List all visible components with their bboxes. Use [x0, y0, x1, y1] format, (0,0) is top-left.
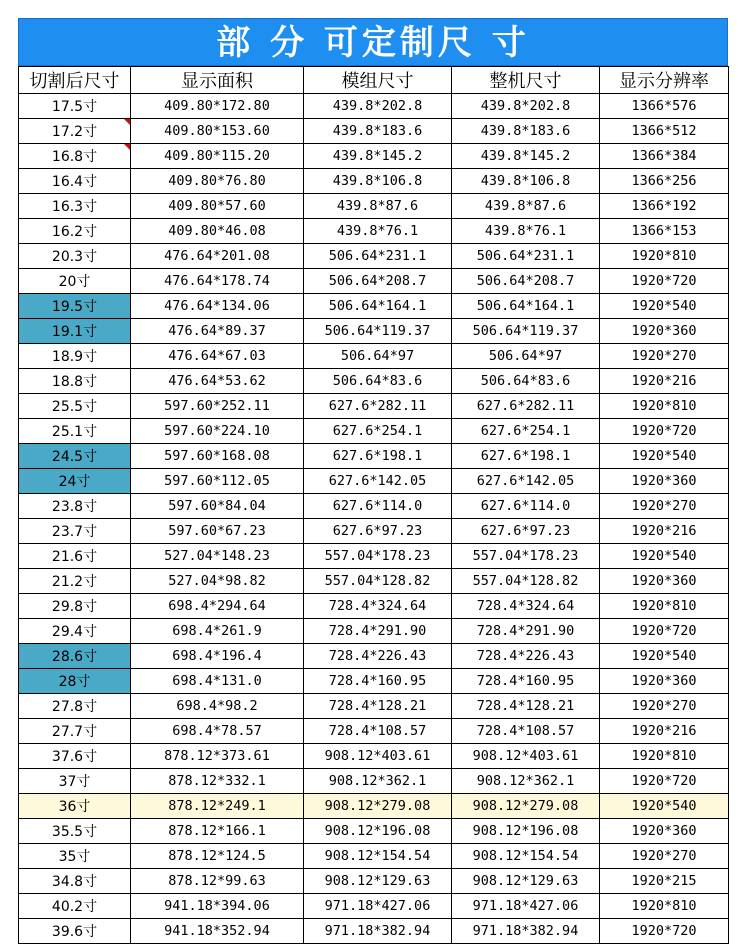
table-row: [19, 744, 729, 769]
table-row: [19, 319, 729, 344]
display-area-cell: 409.80*46.08: [131, 219, 304, 244]
resolution-cell: 1920*360: [600, 319, 729, 344]
display-area-cell: 597.60*252.11: [131, 394, 304, 419]
resolution-cell: 1366*576: [600, 94, 729, 119]
cut-size-cell: 27.7寸: [19, 719, 131, 744]
display-area-cell: 698.4*131.0: [131, 669, 304, 694]
cut-size-cell: 37.6寸: [19, 744, 131, 769]
resolution-cell: 1366*153: [600, 219, 729, 244]
resolution-cell: 1920*720: [600, 769, 729, 794]
table-row: [19, 769, 729, 794]
module-size-cell: 506.64*83.6: [304, 369, 452, 394]
header-cut-size: 切割后尺寸: [19, 67, 131, 94]
display-area-cell: 698.4*78.57: [131, 719, 304, 744]
resolution-cell: 1920*270: [600, 694, 729, 719]
table-row: [19, 244, 729, 269]
display-area-cell: 597.60*224.10: [131, 419, 304, 444]
size-table: [18, 66, 729, 944]
display-area-cell: 409.80*76.80: [131, 169, 304, 194]
module-size-cell: 627.6*254.1: [304, 419, 452, 444]
display-area-cell: 476.64*201.08: [131, 244, 304, 269]
table-row: [19, 194, 729, 219]
resolution-cell: 1920*720: [600, 269, 729, 294]
header-row: [19, 67, 729, 94]
display-area-cell: 476.64*89.37: [131, 319, 304, 344]
display-area-cell: 941.18*394.06: [131, 894, 304, 919]
unit-size-cell: 627.6*97.23: [452, 519, 600, 544]
module-size-cell: 728.4*108.57: [304, 719, 452, 744]
cut-size-cell: 35寸: [19, 844, 131, 869]
display-area-cell: 409.80*172.80: [131, 94, 304, 119]
resolution-cell: 1920*360: [600, 469, 729, 494]
cut-size-cell: 40.2寸: [19, 894, 131, 919]
table-row: [19, 169, 729, 194]
cut-size-cell: 16.3寸: [19, 194, 131, 219]
header-unit-size: 整机尺寸: [452, 67, 600, 94]
table-row: [19, 269, 729, 294]
unit-size-cell: 908.12*403.61: [452, 744, 600, 769]
resolution-cell: 1366*256: [600, 169, 729, 194]
display-area-cell: 698.4*294.64: [131, 594, 304, 619]
module-size-cell: 627.6*114.0: [304, 494, 452, 519]
display-area-cell: 878.12*99.63: [131, 869, 304, 894]
unit-size-cell: 627.6*254.1: [452, 419, 600, 444]
module-size-cell: 908.12*196.08: [304, 819, 452, 844]
unit-size-cell: 439.8*76.1: [452, 219, 600, 244]
comment-indicator-icon[interactable]: [124, 144, 130, 150]
table-row: [19, 719, 729, 744]
cut-size-cell: 39.6寸: [19, 919, 131, 944]
table-row: [19, 569, 729, 594]
table-row: [19, 94, 729, 119]
display-area-cell: 409.80*153.60: [131, 119, 304, 144]
module-size-cell: 506.64*164.1: [304, 294, 452, 319]
module-size-cell: 728.4*291.90: [304, 619, 452, 644]
cut-size-cell: 16.2寸: [19, 219, 131, 244]
display-area-cell: 476.64*178.74: [131, 269, 304, 294]
table-row: [19, 419, 729, 444]
module-size-cell: 728.4*324.64: [304, 594, 452, 619]
table-row: [19, 794, 729, 819]
header-resolution: 显示分辨率: [600, 67, 729, 94]
table-row: [19, 144, 729, 169]
resolution-cell: 1920*216: [600, 369, 729, 394]
display-area-cell: 597.60*112.05: [131, 469, 304, 494]
display-area-cell: 941.18*352.94: [131, 919, 304, 944]
table-row: [19, 619, 729, 644]
unit-size-cell: 728.4*128.21: [452, 694, 600, 719]
cut-size-cell: 27.8寸: [19, 694, 131, 719]
resolution-cell: 1920*216: [600, 719, 729, 744]
table-row: [19, 819, 729, 844]
cut-size-cell: 25.5寸: [19, 394, 131, 419]
resolution-cell: 1366*192: [600, 194, 729, 219]
module-size-cell: 971.18*427.06: [304, 894, 452, 919]
cut-size-cell: 23.7寸: [19, 519, 131, 544]
unit-size-cell: 439.8*183.6: [452, 119, 600, 144]
cut-size-cell: 24.5寸: [19, 444, 131, 469]
unit-size-cell: 728.4*108.57: [452, 719, 600, 744]
resolution-cell: 1920*360: [600, 569, 729, 594]
unit-size-cell: 439.8*87.6: [452, 194, 600, 219]
module-size-cell: 439.8*183.6: [304, 119, 452, 144]
cut-size-cell: 34.8寸: [19, 869, 131, 894]
cut-size-cell: 20寸: [19, 269, 131, 294]
cut-size-cell: 18.8寸: [19, 369, 131, 394]
display-area-cell: 409.80*115.20: [131, 144, 304, 169]
unit-size-cell: 908.12*196.08: [452, 819, 600, 844]
unit-size-cell: 506.64*208.7: [452, 269, 600, 294]
unit-size-cell: 908.12*154.54: [452, 844, 600, 869]
display-area-cell: 698.4*98.2: [131, 694, 304, 719]
module-size-cell: 728.4*128.21: [304, 694, 452, 719]
module-size-cell: 627.6*97.23: [304, 519, 452, 544]
display-area-cell: 476.64*53.62: [131, 369, 304, 394]
unit-size-cell: 908.12*362.1: [452, 769, 600, 794]
cut-size-cell: 37寸: [19, 769, 131, 794]
display-area-cell: 476.64*134.06: [131, 294, 304, 319]
table-row: [19, 219, 729, 244]
resolution-cell: 1366*512: [600, 119, 729, 144]
cut-size-cell: 17.5寸: [19, 94, 131, 119]
display-area-cell: 878.12*124.5: [131, 844, 304, 869]
cut-size-cell: 23.8寸: [19, 494, 131, 519]
unit-size-cell: 908.12*129.63: [452, 869, 600, 894]
module-size-cell: 506.64*97: [304, 344, 452, 369]
module-size-cell: 728.4*160.95: [304, 669, 452, 694]
table-row: [19, 669, 729, 694]
unit-size-cell: 627.6*142.05: [452, 469, 600, 494]
unit-size-cell: 728.4*324.64: [452, 594, 600, 619]
unit-size-cell: 971.18*427.06: [452, 894, 600, 919]
cut-size-cell: 24寸: [19, 469, 131, 494]
header-display-area: 显示面积: [131, 67, 304, 94]
table-row: [19, 894, 729, 919]
spec-sheet: [18, 18, 728, 944]
table-row: [19, 594, 729, 619]
module-size-cell: 506.64*119.37: [304, 319, 452, 344]
display-area-cell: 878.12*166.1: [131, 819, 304, 844]
resolution-cell: 1920*810: [600, 394, 729, 419]
unit-size-cell: 439.8*202.8: [452, 94, 600, 119]
display-area-cell: 527.04*148.23: [131, 544, 304, 569]
module-size-cell: 439.8*87.6: [304, 194, 452, 219]
cut-size-cell: 20.3寸: [19, 244, 131, 269]
resolution-cell: 1920*540: [600, 644, 729, 669]
unit-size-cell: 557.04*128.82: [452, 569, 600, 594]
unit-size-cell: 627.6*114.0: [452, 494, 600, 519]
cut-size-cell: 21.2寸: [19, 569, 131, 594]
unit-size-cell: 439.8*145.2: [452, 144, 600, 169]
table-row: [19, 844, 729, 869]
sheet-title: 部 分 可定制尺 寸: [18, 18, 728, 66]
module-size-cell: 728.4*226.43: [304, 644, 452, 669]
cut-size-cell: 17.2寸: [19, 119, 131, 144]
module-size-cell: 908.12*403.61: [304, 744, 452, 769]
module-size-cell: 908.12*362.1: [304, 769, 452, 794]
module-size-cell: 908.12*279.08: [304, 794, 452, 819]
resolution-cell: 1920*270: [600, 844, 729, 869]
resolution-cell: 1920*540: [600, 794, 729, 819]
resolution-cell: 1920*270: [600, 494, 729, 519]
display-area-cell: 597.60*67.23: [131, 519, 304, 544]
table-row: [19, 544, 729, 569]
resolution-cell: 1920*720: [600, 919, 729, 944]
module-size-cell: 908.12*129.63: [304, 869, 452, 894]
module-size-cell: 971.18*382.94: [304, 919, 452, 944]
cut-size-cell: 18.9寸: [19, 344, 131, 369]
unit-size-cell: 728.4*160.95: [452, 669, 600, 694]
cut-size-cell: 28寸: [19, 669, 131, 694]
table-row: [19, 644, 729, 669]
table-row: [19, 694, 729, 719]
module-size-cell: 557.04*128.82: [304, 569, 452, 594]
display-area-cell: 698.4*196.4: [131, 644, 304, 669]
module-size-cell: 506.64*231.1: [304, 244, 452, 269]
unit-size-cell: 627.6*282.11: [452, 394, 600, 419]
resolution-cell: 1920*540: [600, 544, 729, 569]
resolution-cell: 1366*384: [600, 144, 729, 169]
cut-size-cell: 36寸: [19, 794, 131, 819]
cut-size-cell: 16.4寸: [19, 169, 131, 194]
table-row: [19, 369, 729, 394]
unit-size-cell: 557.04*178.23: [452, 544, 600, 569]
table-body: [19, 94, 729, 944]
display-area-cell: 527.04*98.82: [131, 569, 304, 594]
resolution-cell: 1920*810: [600, 594, 729, 619]
module-size-cell: 439.8*106.8: [304, 169, 452, 194]
resolution-cell: 1920*810: [600, 744, 729, 769]
cut-size-cell: 21.6寸: [19, 544, 131, 569]
table-row: [19, 919, 729, 944]
module-size-cell: 439.8*202.8: [304, 94, 452, 119]
display-area-cell: 409.80*57.60: [131, 194, 304, 219]
table-row: [19, 119, 729, 144]
resolution-cell: 1920*360: [600, 669, 729, 694]
module-size-cell: 627.6*142.05: [304, 469, 452, 494]
cut-size-cell: 35.5寸: [19, 819, 131, 844]
header-module-size: 模组尺寸: [304, 67, 452, 94]
resolution-cell: 1920*540: [600, 294, 729, 319]
table-row: [19, 469, 729, 494]
comment-indicator-icon[interactable]: [124, 119, 130, 125]
table-row: [19, 869, 729, 894]
unit-size-cell: 908.12*279.08: [452, 794, 600, 819]
table-row: [19, 444, 729, 469]
module-size-cell: 439.8*145.2: [304, 144, 452, 169]
cut-size-cell: 25.1寸: [19, 419, 131, 444]
table-row: [19, 519, 729, 544]
unit-size-cell: 971.18*382.94: [452, 919, 600, 944]
display-area-cell: 878.12*373.61: [131, 744, 304, 769]
module-size-cell: 627.6*198.1: [304, 444, 452, 469]
cut-size-cell: 29.4寸: [19, 619, 131, 644]
display-area-cell: 698.4*261.9: [131, 619, 304, 644]
table-row: [19, 494, 729, 519]
unit-size-cell: 506.64*83.6: [452, 369, 600, 394]
cut-size-cell: 19.5寸: [19, 294, 131, 319]
unit-size-cell: 728.4*291.90: [452, 619, 600, 644]
resolution-cell: 1920*810: [600, 894, 729, 919]
table-row: [19, 344, 729, 369]
display-area-cell: 476.64*67.03: [131, 344, 304, 369]
unit-size-cell: 728.4*226.43: [452, 644, 600, 669]
unit-size-cell: 506.64*231.1: [452, 244, 600, 269]
unit-size-cell: 506.64*119.37: [452, 319, 600, 344]
table-row: [19, 294, 729, 319]
cut-size-cell: 29.8寸: [19, 594, 131, 619]
unit-size-cell: 627.6*198.1: [452, 444, 600, 469]
module-size-cell: 908.12*154.54: [304, 844, 452, 869]
resolution-cell: 1920*215: [600, 869, 729, 894]
module-size-cell: 439.8*76.1: [304, 219, 452, 244]
cut-size-cell: 28.6寸: [19, 644, 131, 669]
cut-size-cell: 19.1寸: [19, 319, 131, 344]
cut-size-cell: 16.8寸: [19, 144, 131, 169]
unit-size-cell: 506.64*164.1: [452, 294, 600, 319]
resolution-cell: 1920*720: [600, 419, 729, 444]
unit-size-cell: 439.8*106.8: [452, 169, 600, 194]
display-area-cell: 878.12*249.1: [131, 794, 304, 819]
module-size-cell: 506.64*208.7: [304, 269, 452, 294]
module-size-cell: 627.6*282.11: [304, 394, 452, 419]
resolution-cell: 1920*360: [600, 819, 729, 844]
display-area-cell: 878.12*332.1: [131, 769, 304, 794]
display-area-cell: 597.60*84.04: [131, 494, 304, 519]
resolution-cell: 1920*270: [600, 344, 729, 369]
display-area-cell: 597.60*168.08: [131, 444, 304, 469]
resolution-cell: 1920*540: [600, 444, 729, 469]
module-size-cell: 557.04*178.23: [304, 544, 452, 569]
resolution-cell: 1920*216: [600, 519, 729, 544]
table-row: [19, 394, 729, 419]
resolution-cell: 1920*810: [600, 244, 729, 269]
unit-size-cell: 506.64*97: [452, 344, 600, 369]
resolution-cell: 1920*720: [600, 619, 729, 644]
